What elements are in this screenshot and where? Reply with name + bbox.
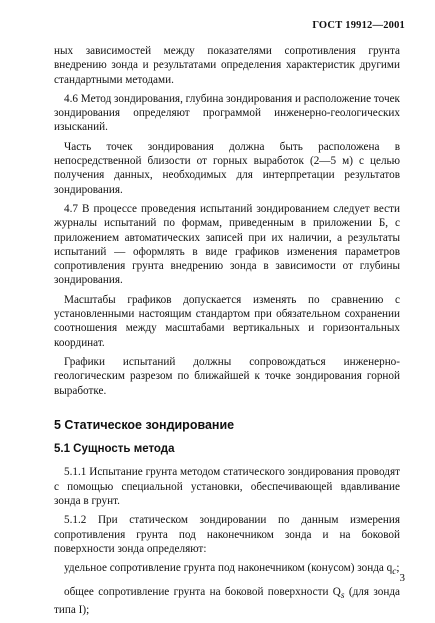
document-header: ГОСТ 19912—2001 xyxy=(312,20,405,31)
section-title: 5 Статическое зондирование xyxy=(54,417,235,432)
paragraph: Графики испытаний должны сопровождаться инженерно-геологическим разрезом по ближайшей к точке зондирования горной выработке. xyxy=(54,355,400,397)
paragraph: 4.6 Метод зондирования, глубина зондирования и расположение точек зондирования определяют программой инженерно-геологических изысканий. xyxy=(54,92,400,134)
qs-suffix: (для зонда типа I); xyxy=(54,585,400,617)
paragraph: 4.7 В процессе проведения испытаний зондированием следует вести журналы испытаний по формам, приведенным в приложении Б, с приложением автоматических записей при их наличии, а результаты испытаний — оформлять в виде графиков изменения параметров сопротивления грунта внедрению зонда в зависимости от глубины зондирования. xyxy=(54,202,400,287)
subsection-title: 5.1 Сущность метода xyxy=(54,443,175,456)
paragraph: 5.1.1 Испытание грунта методом статического зондирования проводят с помощью специальной установки, обеспечивающей вдавливание зонда в грунт. xyxy=(54,466,400,508)
paragraph-qc xyxy=(54,561,400,580)
qc-subscript: c xyxy=(392,567,397,578)
qc-text: удельное сопротивление грунта под наконечником (конусом) зонда q xyxy=(64,562,393,575)
page-number: 3 xyxy=(399,572,405,584)
qs-subscript: s xyxy=(340,590,345,601)
paragraph: Масштабы графиков допускается изменять по сравнению с установленными настоящим стандартом при обязательном сохранении соотношения между масштабами вертикальных и горизонтальных координат. xyxy=(54,293,400,349)
paragraph: 5.1.2 При статическом зондировании по данным измерения сопротивления грунта под наконечником зонда и на боковой поверхности зонда определяют: xyxy=(54,514,400,555)
paragraph: Часть точек зондирования должна быть расположена в непосредственной близости от горных выработок (2—5 м) с целью получения данных, необходимых для интерпретации результатов зондирования. xyxy=(54,140,400,196)
paragraph: ных зависимостей между показателями сопротивления грунта внедрению зонда и результатами определения характеристик другими стандартными методами. xyxy=(54,45,400,86)
qs-text: общее сопротивление грунта на боковой поверхности Q xyxy=(64,585,341,598)
document-body xyxy=(54,44,400,623)
qc-suffix: ; xyxy=(396,562,400,575)
paragraph-qs xyxy=(54,585,400,618)
